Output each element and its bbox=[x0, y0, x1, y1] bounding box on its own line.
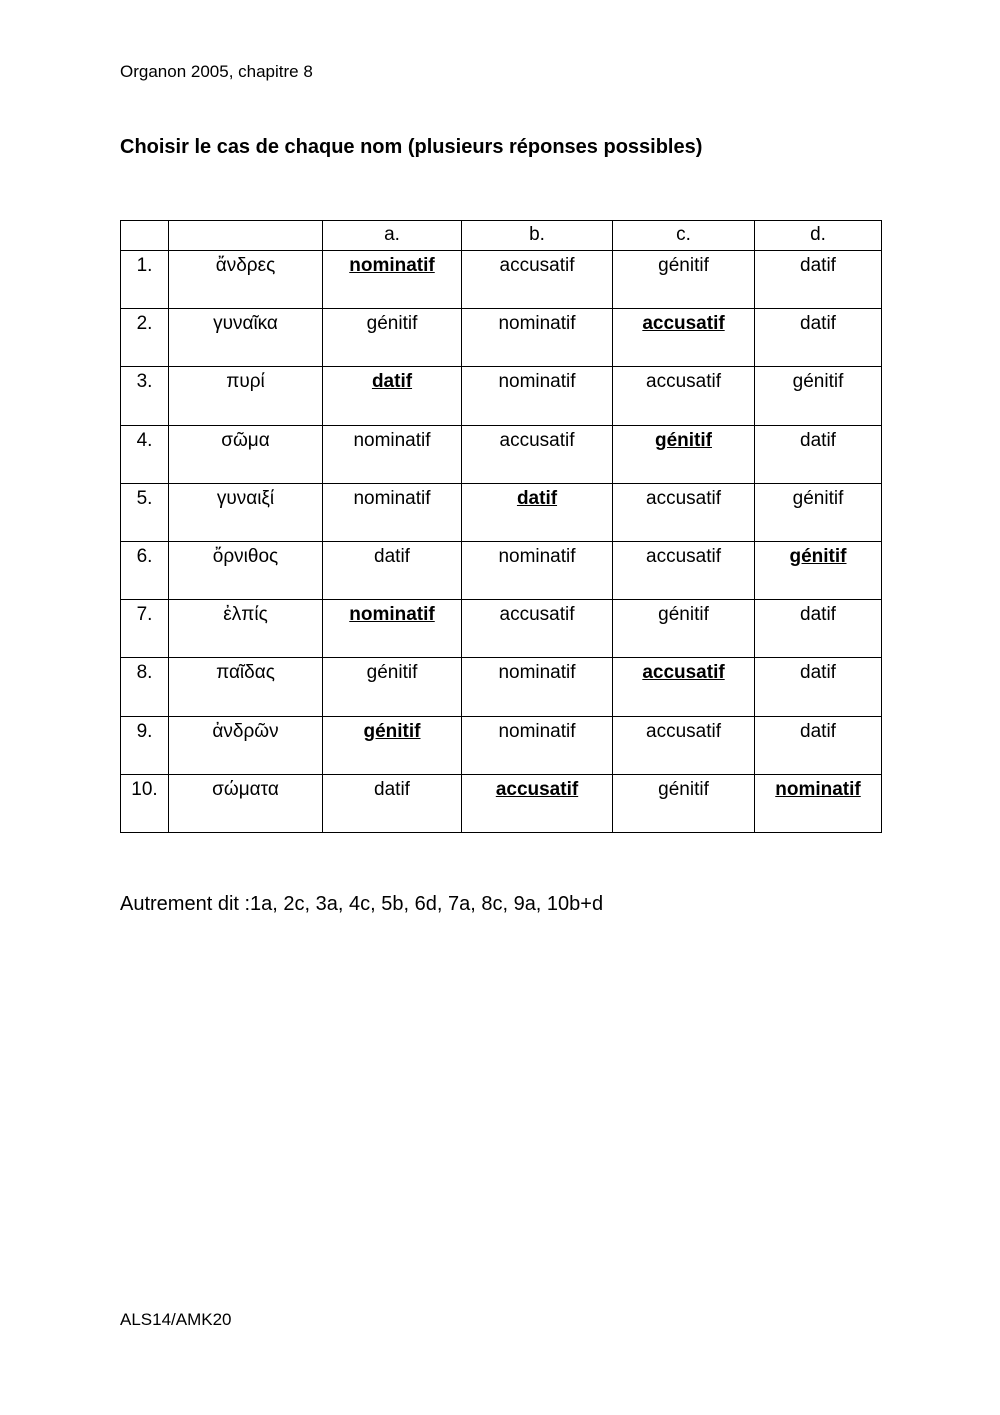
option-b bbox=[462, 309, 613, 367]
option-label: nominatif bbox=[498, 720, 576, 742]
option-a bbox=[323, 541, 462, 599]
table-row bbox=[121, 658, 882, 716]
greek-noun: ἀνδρῶν bbox=[169, 716, 323, 774]
correct-answer: nominatif bbox=[349, 604, 435, 626]
option-c bbox=[613, 774, 755, 832]
option-b bbox=[462, 774, 613, 832]
option-label: datif bbox=[374, 778, 410, 800]
row-number: 7. bbox=[121, 600, 169, 658]
option-label: accusatif bbox=[646, 545, 721, 567]
option-c bbox=[613, 309, 755, 367]
greek-noun: ἄνδρες bbox=[169, 251, 323, 309]
row-number: 5. bbox=[121, 483, 169, 541]
case-table-body bbox=[121, 221, 882, 833]
correct-answer: génitif bbox=[655, 429, 712, 451]
option-label: nominatif bbox=[353, 487, 431, 509]
option-label: accusatif bbox=[499, 429, 575, 451]
option-label: nominatif bbox=[498, 371, 576, 393]
option-b bbox=[462, 716, 613, 774]
greek-noun: σῶμα bbox=[169, 425, 323, 483]
option-d bbox=[755, 600, 882, 658]
option-label: nominatif bbox=[498, 313, 576, 335]
greek-noun: ὄρνιθος bbox=[169, 541, 323, 599]
greek-noun: πυρί bbox=[169, 367, 323, 425]
option-label: nominatif bbox=[498, 545, 576, 567]
option-label: datif bbox=[800, 720, 836, 742]
option-d bbox=[755, 309, 882, 367]
row-number: 9. bbox=[121, 716, 169, 774]
table-row bbox=[121, 716, 882, 774]
option-c bbox=[613, 658, 755, 716]
option-a bbox=[323, 367, 462, 425]
option-label: génitif bbox=[366, 662, 418, 684]
option-label: datif bbox=[374, 545, 410, 567]
correct-answer: datif bbox=[516, 487, 558, 509]
row-number: 6. bbox=[121, 541, 169, 599]
option-b bbox=[462, 367, 613, 425]
option-a bbox=[323, 483, 462, 541]
option-d bbox=[755, 251, 882, 309]
option-label: accusatif bbox=[499, 604, 575, 626]
column-header-b: b. bbox=[462, 221, 613, 251]
table-row bbox=[121, 251, 882, 309]
option-b bbox=[462, 425, 613, 483]
option-c bbox=[613, 541, 755, 599]
table-header-row bbox=[121, 221, 882, 251]
option-a bbox=[323, 774, 462, 832]
column-header-c: c. bbox=[613, 221, 755, 251]
row-number: 4. bbox=[121, 425, 169, 483]
option-a bbox=[323, 309, 462, 367]
option-c bbox=[613, 483, 755, 541]
option-label: génitif bbox=[792, 371, 844, 393]
option-d bbox=[755, 367, 882, 425]
option-d bbox=[755, 658, 882, 716]
option-c bbox=[613, 251, 755, 309]
table-row bbox=[121, 309, 882, 367]
row-number: 1. bbox=[121, 251, 169, 309]
option-c bbox=[613, 367, 755, 425]
row-number: 8. bbox=[121, 658, 169, 716]
correct-answer: accusatif bbox=[642, 662, 725, 684]
option-d bbox=[755, 483, 882, 541]
option-label: datif bbox=[800, 429, 836, 451]
option-a bbox=[323, 716, 462, 774]
option-a bbox=[323, 425, 462, 483]
option-label: nominatif bbox=[498, 662, 576, 684]
column-header-a: a. bbox=[323, 221, 462, 251]
row-number: 10. bbox=[121, 774, 169, 832]
option-b bbox=[462, 600, 613, 658]
option-d bbox=[755, 774, 882, 832]
table-row bbox=[121, 541, 882, 599]
option-d bbox=[755, 541, 882, 599]
option-label: datif bbox=[800, 604, 836, 626]
table-row bbox=[121, 425, 882, 483]
option-a bbox=[323, 658, 462, 716]
exercise-title: Choisir le cas de chaque nom (plusieurs réponses possibles) bbox=[120, 136, 703, 158]
option-label: datif bbox=[800, 313, 836, 335]
correct-answer: nominatif bbox=[775, 778, 861, 800]
option-b bbox=[462, 541, 613, 599]
option-d bbox=[755, 716, 882, 774]
option-a bbox=[323, 251, 462, 309]
option-b bbox=[462, 483, 613, 541]
page-footer: ALS14/AMK20 bbox=[120, 1310, 232, 1329]
table-row bbox=[121, 483, 882, 541]
answer-summary: Autrement dit :1a, 2c, 3a, 4c, 5b, 6d, 7a, 8c, 9a, 10b+d bbox=[120, 893, 604, 915]
table-row bbox=[121, 367, 882, 425]
correct-answer: datif bbox=[371, 371, 413, 393]
option-c bbox=[613, 425, 755, 483]
option-label: datif bbox=[800, 255, 836, 276]
option-d bbox=[755, 425, 882, 483]
column-header-number bbox=[121, 221, 169, 251]
case-table bbox=[120, 220, 882, 833]
option-label: génitif bbox=[658, 778, 709, 800]
correct-answer: génitif bbox=[789, 545, 847, 567]
option-label: nominatif bbox=[353, 429, 431, 451]
option-label: génitif bbox=[792, 487, 844, 509]
column-header-d: d. bbox=[755, 221, 882, 251]
option-label: accusatif bbox=[646, 487, 721, 509]
option-c bbox=[613, 716, 755, 774]
table-row bbox=[121, 600, 882, 658]
option-b bbox=[462, 658, 613, 716]
greek-noun: ἐλπίς bbox=[169, 600, 323, 658]
greek-noun: παῖδας bbox=[169, 658, 323, 716]
column-header-word bbox=[169, 221, 323, 251]
option-label: datif bbox=[800, 662, 836, 684]
option-label: génitif bbox=[658, 604, 709, 626]
option-c bbox=[613, 600, 755, 658]
greek-noun: γυναιξί bbox=[169, 483, 323, 541]
correct-answer: génitif bbox=[363, 720, 421, 742]
greek-noun: σώματα bbox=[169, 774, 323, 832]
option-a bbox=[323, 600, 462, 658]
table-row bbox=[121, 774, 882, 832]
option-label: génitif bbox=[658, 255, 709, 276]
row-number: 2. bbox=[121, 309, 169, 367]
correct-answer: accusatif bbox=[642, 313, 725, 335]
correct-answer: nominatif bbox=[349, 255, 435, 276]
page-header: Organon 2005, chapitre 8 bbox=[120, 62, 313, 81]
correct-answer: accusatif bbox=[495, 778, 579, 800]
option-label: génitif bbox=[366, 313, 418, 335]
row-number: 3. bbox=[121, 367, 169, 425]
option-b bbox=[462, 251, 613, 309]
option-label: accusatif bbox=[646, 371, 721, 393]
greek-noun: γυναῖκα bbox=[169, 309, 323, 367]
option-label: accusatif bbox=[646, 720, 721, 742]
option-label: accusatif bbox=[499, 255, 575, 276]
